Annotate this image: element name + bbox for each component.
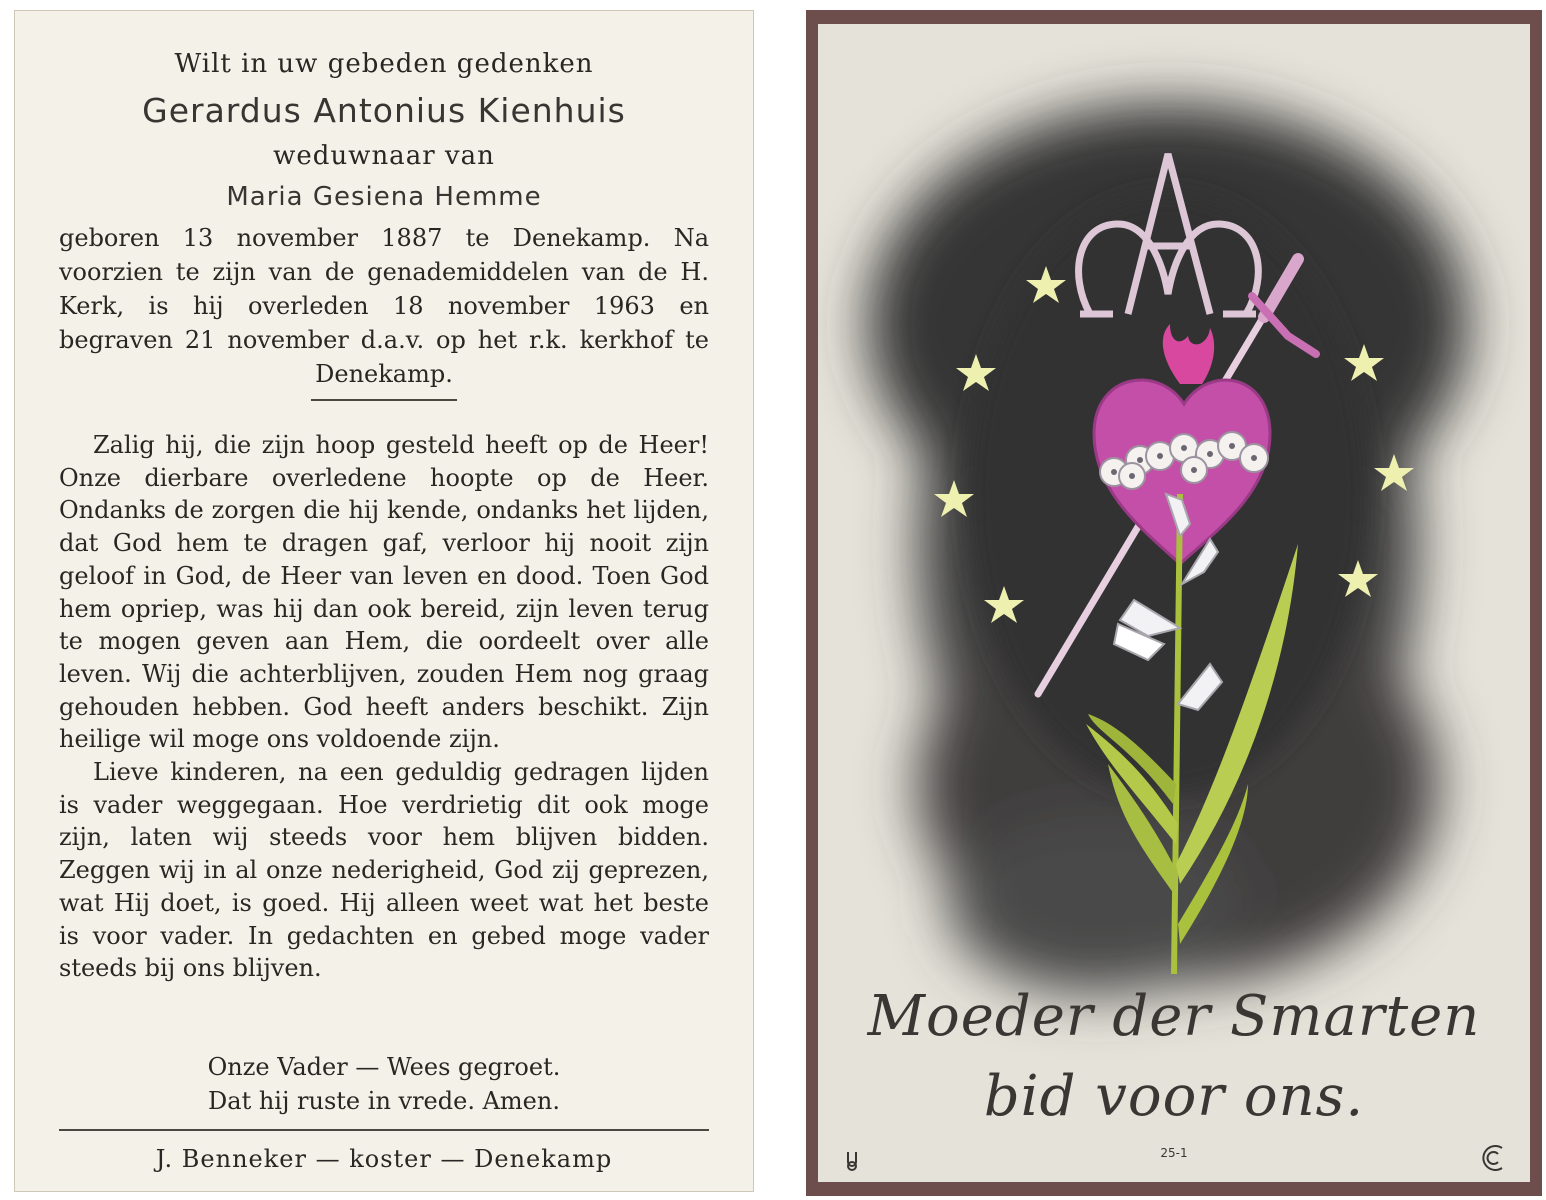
image-paper (818, 24, 1530, 1182)
spouse-name: Maria Gesiena Hemme (226, 182, 542, 212)
memorial-paragraph-2: Lieve kinderen, na een geduldig gedragen lijden is vader weggegaan. Hoe verdrietig dit ook moge zijn, laten wij steeds voor hem blijven bidden. Zeggen wij in al onze nederigheid, God zij geprezen, wat Hij doet, is goed. Hij alleen weet wat het beste is voor vader. In gedachten en gebed moge vader steeds bij ons blijven. (59, 758, 709, 983)
divider (311, 399, 457, 401)
caption-line-2: bid voor ons. (983, 1064, 1365, 1129)
devotional-image-card (806, 10, 1542, 1196)
prayer-line-1: Onze Vader — Wees gegroet. (207, 1053, 561, 1081)
printer-line: J. Benneker — koster — Denekamp (155, 1145, 613, 1173)
memorial-text (59, 429, 709, 985)
footer-divider (59, 1129, 709, 1131)
birth-death-paragraph: geboren 13 november 1887 te Denekamp. Na voorzien te zijn van de genademiddelen van de H. Kerk, is hij overleden 18 november 1963 en begraven 21 november d.a.v. op het r.k. kerkhof te Denekamp. (59, 224, 709, 388)
relation-line: weduwnaar van (273, 141, 495, 171)
caption-line-1: Moeder der Smarten (867, 984, 1481, 1049)
intro-line: Wilt in uw gebeden gedenken (174, 49, 594, 79)
print-code: 25-1 (1160, 1146, 1188, 1160)
deceased-name: Gerardus Antonius Kienhuis (142, 91, 626, 130)
memorial-paragraph-1: Zalig hij, die zijn hoop gesteld heeft op de Heer! Onze dierbare overledene hoopte op de Heer. Ondanks de zorgen die hij kende, ondanks het lijden, dat God hem te dragen gaf, verloor hij nooit zijn geloof in God, de Heer van leven en dood. Toen God hem opriep, was hij dan ook bereid, zijn leven terug te mogen geven aan Hem, die oordeelt over alle leven. Wij die achterblijven, zouden Hem nog graag gehouden hebben. God heeft anders beschikt. Zijn heilige wil moge ons voldoende zijn. (59, 431, 709, 754)
prayer-line-2: Dat hij ruste in vrede. Amen. (208, 1087, 560, 1115)
memorial-text-card (14, 10, 754, 1192)
